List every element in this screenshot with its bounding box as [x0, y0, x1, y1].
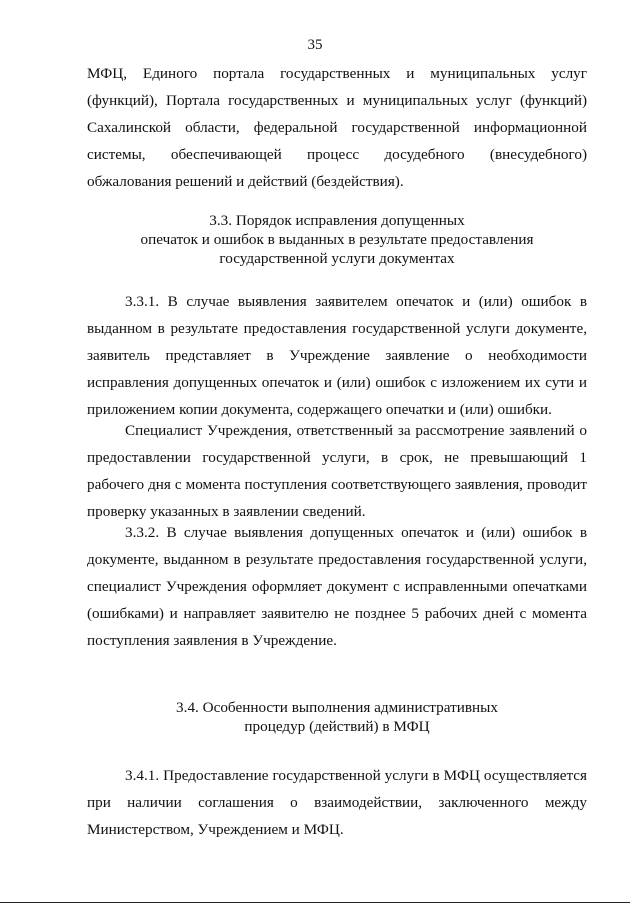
heading-line: 3.3. Порядок исправления допущенных: [209, 212, 465, 229]
paragraph-specialist: Специалист Учреждения, ответственный за рассмотрение заявлений о предоставлении государственной услуги, в срок, не превышающий 1 рабочего дня с момента поступления соответствующего заявления, проводит проверку указанных в заявлении сведений.: [87, 422, 587, 520]
section-3-3-heading: [87, 211, 587, 268]
heading-line: процедур (действий) в МФЦ: [244, 718, 430, 735]
paragraph-3-3-1: 3.3.1. В случае выявления заявителем опечаток и (или) ошибок в выданном в результате предоставления государственной услуги документе, заявитель представляет в Учреждение заявление о необходимости исправления допущенных опечаток и (или) ошибок с изложением их сути и приложением копии документа, содержащего опечатки и (или) ошибки.: [87, 293, 587, 418]
intro-paragraph: МФЦ, Единого портала государственных и муниципальных услуг (функций), Портала государственных и муниципальных услуг (функций) Сахалинской области, федеральной государственной информационной системы, обеспечивающей процесс досудебного (внесудебного) обжалования решений и действий (бездействия).: [87, 65, 587, 190]
heading-line: государственной услуги документах: [219, 250, 455, 267]
scan-bottom-edge: [0, 902, 630, 903]
paragraph-3-3-2: 3.3.2. В случае выявления допущенных опечаток и (или) ошибок в документе, выданном в результате предоставления государственной услуги, специалист Учреждения оформляет документ с исправленными опечатками (ошибками) и направляет заявителю не позднее 5 рабочих дней с момента поступления заявления в Учреждение.: [87, 524, 587, 649]
heading-line: опечаток и ошибок в выданных в результате предоставления: [140, 231, 534, 248]
paragraph-3-4-1: 3.4.1. Предоставление государственной услуги в МФЦ осуществляется при наличии соглашения о взаимодействии, заключенного между Министерством, Учреждением и МФЦ.: [87, 767, 587, 838]
heading-line: 3.4. Особенности выполнения административных: [176, 699, 498, 716]
page-number: 35: [307, 37, 323, 53]
section-3-4-heading: [87, 698, 587, 736]
